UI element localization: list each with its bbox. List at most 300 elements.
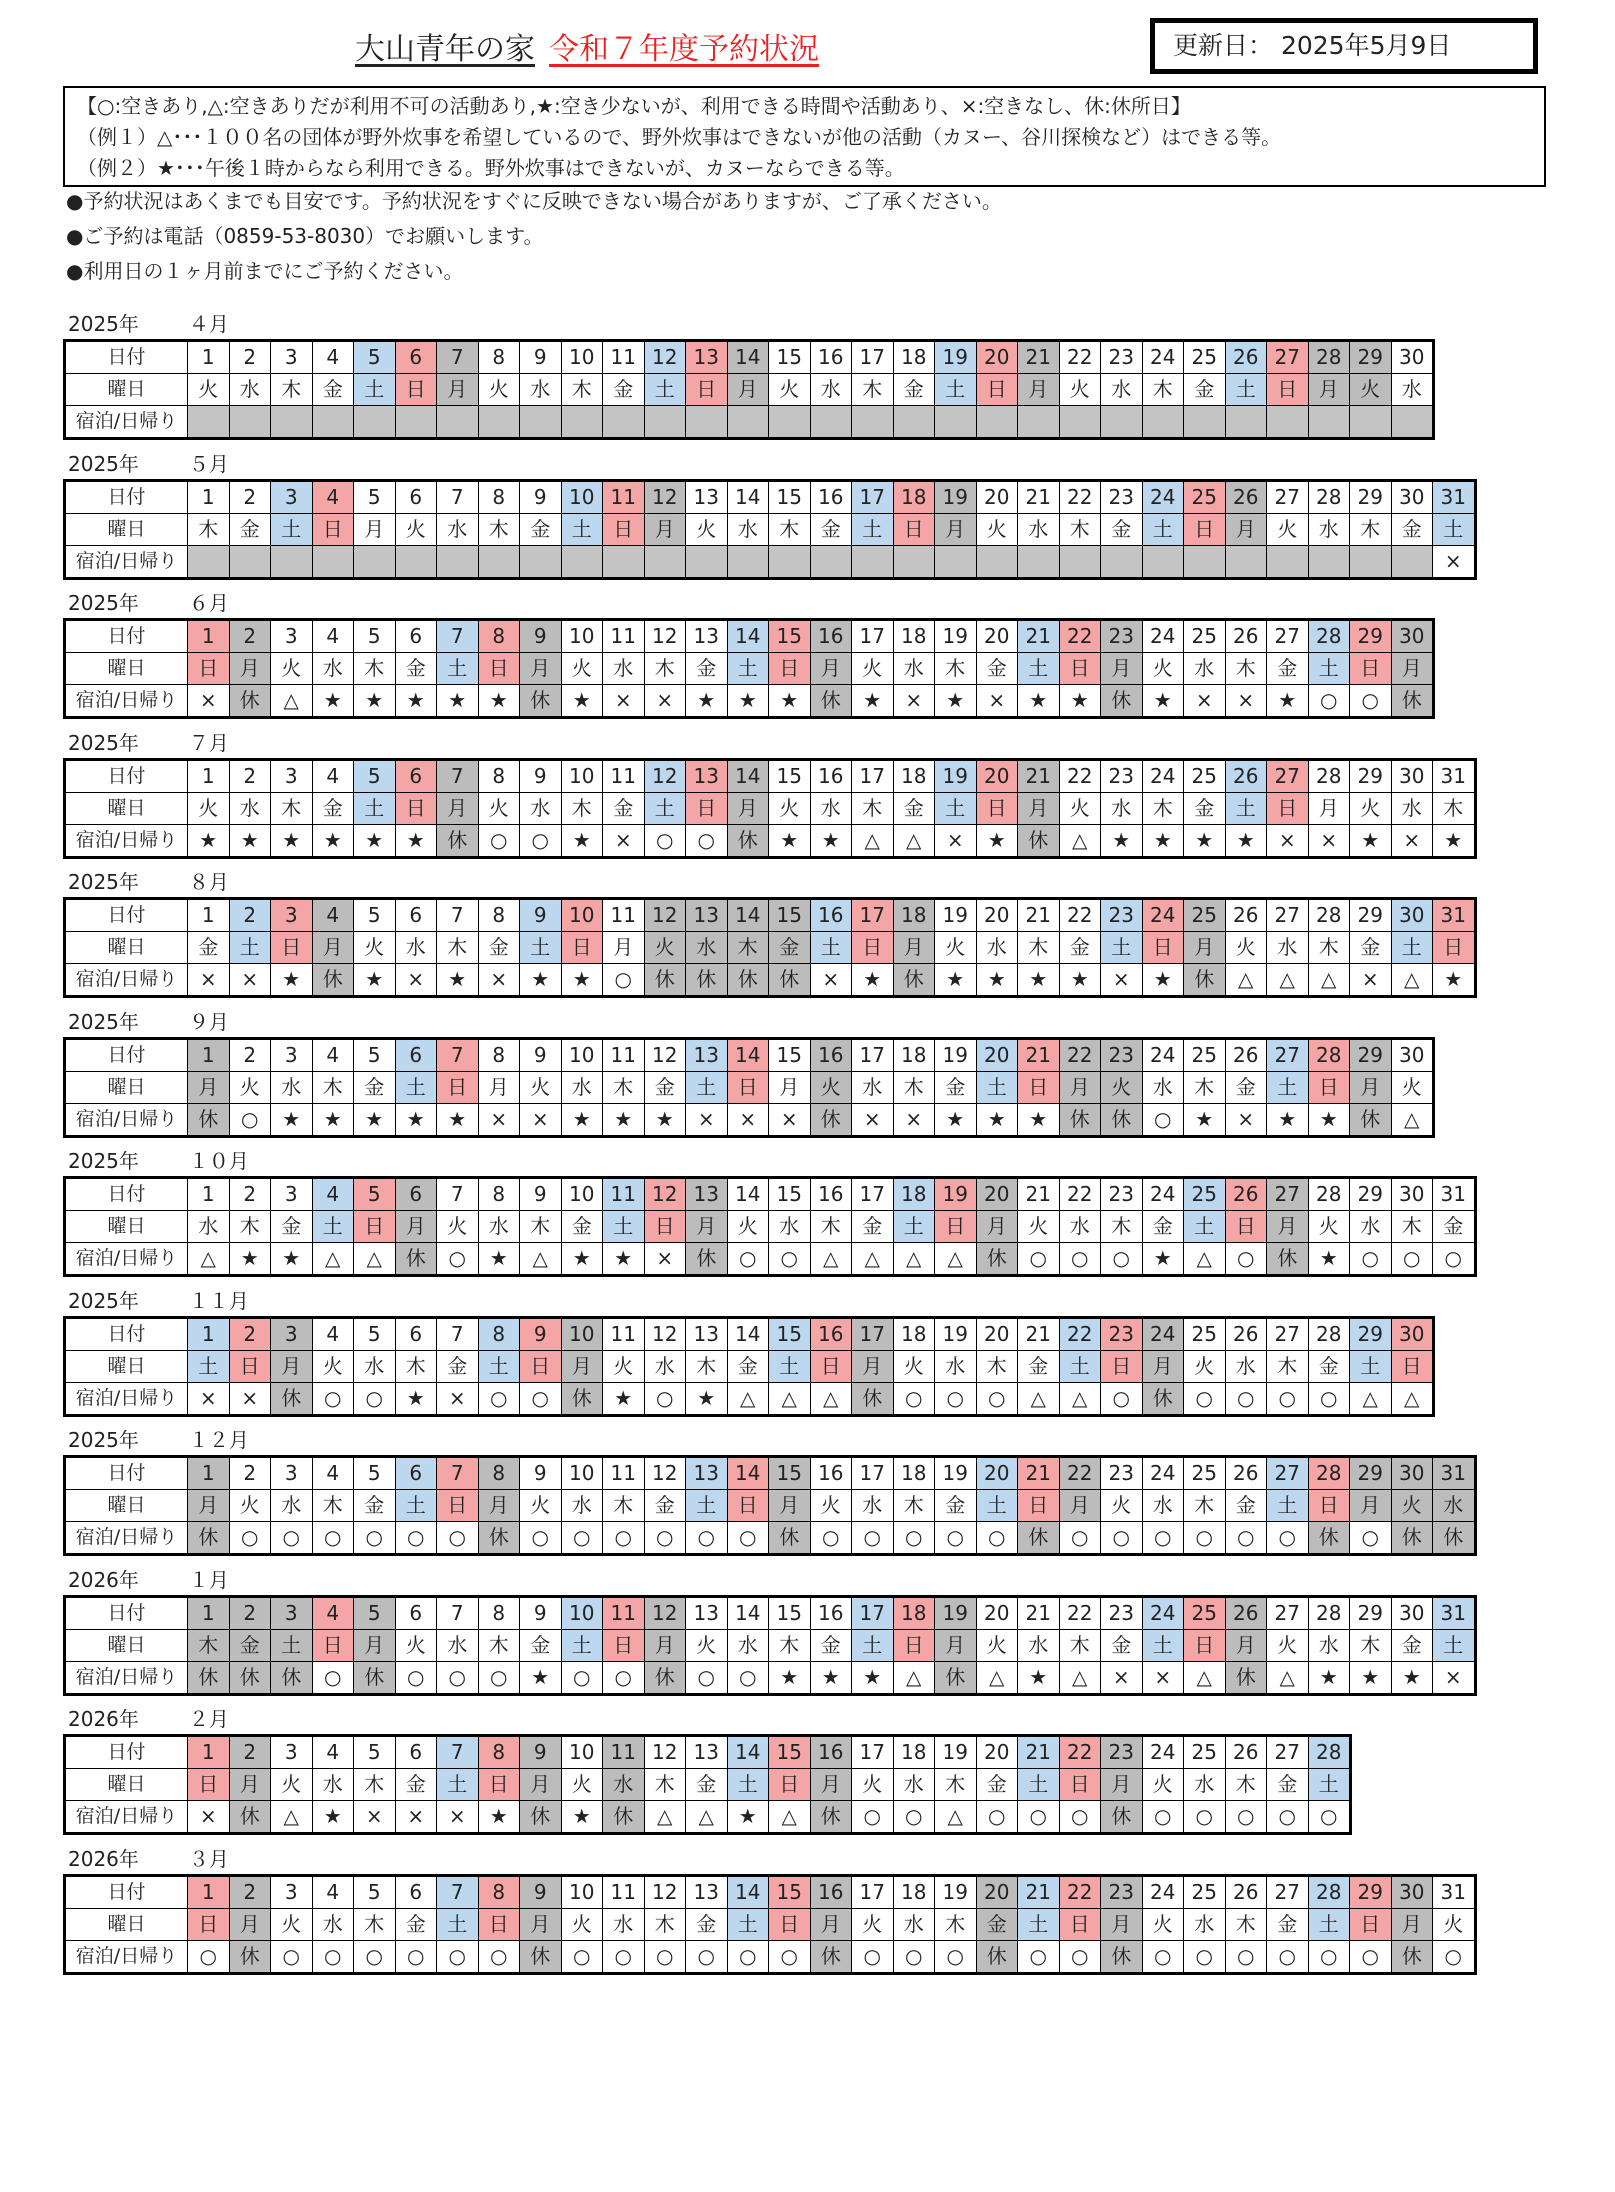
date-cell: 16: [810, 759, 852, 792]
date-cell: 26: [1225, 899, 1267, 932]
date-cell: 20: [976, 1317, 1018, 1350]
weekday-row: [65, 1629, 1476, 1661]
weekday-cell: 日: [229, 1350, 271, 1382]
status-row: [65, 1522, 1476, 1555]
availability-cell: ×: [1267, 824, 1309, 857]
availability-cell: 休: [727, 824, 769, 857]
date-cell: 11: [603, 1038, 645, 1071]
date-cell: 5: [354, 899, 396, 932]
date-cell: 24: [1142, 1457, 1184, 1490]
weekday-cell: 木: [478, 513, 520, 545]
date-cell: 19: [935, 341, 977, 374]
weekday-cell: 土: [1267, 1490, 1309, 1522]
date-cell: 25: [1184, 1596, 1226, 1629]
weekday-cell: 土: [1267, 1071, 1309, 1103]
date-cell: 13: [686, 1875, 728, 1908]
weekday-cell: 火: [1059, 374, 1101, 406]
availability-cell: ○: [1225, 1940, 1267, 1973]
availability-cell: ○: [644, 1522, 686, 1555]
weekday-cell: 木: [1184, 1071, 1226, 1103]
availability-cell: △: [893, 1243, 935, 1276]
availability-cell: 休: [229, 1801, 271, 1834]
availability-cell: [1391, 406, 1434, 439]
weekday-cell: 月: [1059, 1490, 1101, 1522]
date-cell: 28: [1308, 1038, 1350, 1071]
availability-cell: ★: [1267, 685, 1309, 718]
weekday-cell: 土: [271, 513, 313, 545]
weekday-cell: 日: [769, 1908, 811, 1940]
weekday-cell: 土: [354, 374, 396, 406]
weekday-cell: 月: [810, 1908, 852, 1940]
date-cell: 7: [437, 1038, 479, 1071]
date-cell: 24: [1142, 341, 1184, 374]
availability-cell: 休: [810, 1940, 852, 1973]
date-cell: 2: [229, 1317, 271, 1350]
weekday-cell: 日: [603, 1629, 645, 1661]
month-calendar-table: [63, 1874, 1477, 1975]
date-cell: 28: [1308, 1178, 1350, 1211]
weekday-cell: 木: [520, 1211, 562, 1243]
weekday-cell: 金: [1142, 1211, 1184, 1243]
row-label: 曜日: [65, 932, 188, 964]
weekday-cell: 金: [1059, 932, 1101, 964]
availability-cell: ×: [1225, 685, 1267, 718]
availability-cell: ★: [935, 1103, 977, 1136]
availability-cell: △: [1059, 1382, 1101, 1415]
weekday-cell: 月: [1267, 1211, 1309, 1243]
weekday-cell: 日: [312, 1629, 354, 1661]
date-cell: 20: [976, 1457, 1018, 1490]
availability-cell: ★: [1391, 1661, 1433, 1694]
date-cell: 8: [478, 1596, 520, 1629]
availability-cell: ×: [1225, 1103, 1267, 1136]
weekday-cell: 日: [1101, 1350, 1143, 1382]
weekday-cell: 日: [769, 1769, 811, 1801]
availability-cell: △: [1267, 1661, 1309, 1694]
availability-cell: [976, 406, 1018, 439]
date-cell: 14: [727, 341, 769, 374]
availability-cell: ★: [976, 1103, 1018, 1136]
availability-cell: ○: [1184, 1522, 1226, 1555]
month-calendar-table: [63, 339, 1435, 440]
weekday-cell: 木: [935, 1769, 977, 1801]
weekday-cell: 火: [188, 374, 230, 406]
availability-cell: ★: [271, 1103, 313, 1136]
date-cell: 3: [271, 1596, 313, 1629]
date-cell: 27: [1267, 341, 1309, 374]
date-cell: 31: [1433, 1178, 1476, 1211]
weekday-cell: 日: [561, 932, 603, 964]
availability-cell: ○: [1433, 1940, 1476, 1973]
availability-cell: ○: [893, 1940, 935, 1973]
weekday-cell: 月: [769, 1490, 811, 1522]
availability-cell: [686, 406, 728, 439]
date-cell: 5: [354, 759, 396, 792]
availability-cell: ★: [976, 964, 1018, 997]
availability-cell: [1059, 545, 1101, 578]
weekday-cell: 月: [437, 792, 479, 824]
date-cell: 3: [271, 620, 313, 653]
availability-cell: ×: [437, 1801, 479, 1834]
availability-cell: △: [271, 685, 313, 718]
availability-cell: [935, 406, 977, 439]
availability-cell: ★: [1308, 1661, 1350, 1694]
availability-cell: 休: [644, 964, 686, 997]
date-cell: 19: [935, 1875, 977, 1908]
date-cell: 1: [188, 341, 230, 374]
date-cell: 10: [561, 1038, 603, 1071]
availability-cell: ×: [188, 685, 230, 718]
availability-cell: 休: [852, 1382, 894, 1415]
weekday-cell: 水: [644, 1350, 686, 1382]
date-cell: 12: [644, 1317, 686, 1350]
weekday-cell: 日: [1350, 1908, 1392, 1940]
updated-date-box: 更新日： 2025年5月9日: [1150, 18, 1538, 74]
date-cell: 23: [1101, 899, 1143, 932]
availability-cell: [810, 545, 852, 578]
month-label: [68, 730, 229, 756]
month-calendar-table: [63, 618, 1435, 719]
date-cell: 7: [437, 899, 479, 932]
date-cell: 2: [229, 1457, 271, 1490]
date-cell: 19: [935, 1038, 977, 1071]
availability-cell: ○: [1225, 1243, 1267, 1276]
month-label-year: 2025年: [68, 1428, 139, 1452]
date-cell: 10: [561, 1317, 603, 1350]
date-cell: 4: [312, 1875, 354, 1908]
date-cell: 5: [354, 341, 396, 374]
weekday-cell: 金: [644, 1490, 686, 1522]
availability-cell: ○: [893, 1382, 935, 1415]
date-cell: 5: [354, 620, 396, 653]
date-cell: 26: [1225, 1178, 1267, 1211]
weekday-cell: 日: [769, 653, 811, 685]
weekday-cell: 水: [188, 1211, 230, 1243]
row-label: 日付: [65, 759, 188, 792]
weekday-cell: 土: [1018, 1908, 1060, 1940]
weekday-cell: 月: [188, 1071, 230, 1103]
availability-cell: ★: [188, 824, 230, 857]
weekday-cell: 水: [437, 513, 479, 545]
date-cell: 18: [893, 1178, 935, 1211]
availability-cell: 休: [1059, 1103, 1101, 1136]
date-cell: 3: [271, 341, 313, 374]
weekday-cell: 水: [395, 932, 437, 964]
date-cell: 9: [520, 1038, 562, 1071]
weekday-cell: 火: [561, 653, 603, 685]
date-cell: 3: [271, 759, 313, 792]
month-label: [68, 869, 229, 895]
weekday-row: [65, 1071, 1434, 1103]
weekday-cell: 木: [935, 1908, 977, 1940]
availability-cell: ★: [395, 1382, 437, 1415]
date-cell: 18: [893, 1596, 935, 1629]
availability-cell: [893, 545, 935, 578]
availability-cell: [520, 406, 562, 439]
availability-cell: ○: [561, 1940, 603, 1973]
date-cell: 14: [727, 759, 769, 792]
row-label: 宿泊/日帰り: [65, 964, 188, 997]
weekday-cell: 木: [727, 932, 769, 964]
availability-cell: ★: [644, 1103, 686, 1136]
weekday-cell: 水: [520, 374, 562, 406]
weekday-cell: 木: [1059, 1629, 1101, 1661]
availability-cell: ★: [976, 824, 1018, 857]
date-cell: 23: [1101, 1457, 1143, 1490]
availability-cell: ★: [727, 685, 769, 718]
weekday-cell: 日: [1059, 1908, 1101, 1940]
weekday-cell: 水: [229, 374, 271, 406]
weekday-cell: 火: [976, 513, 1018, 545]
weekday-cell: 月: [1391, 1908, 1433, 1940]
date-cell: 6: [395, 1736, 437, 1769]
date-cell: 6: [395, 1178, 437, 1211]
availability-cell: ○: [852, 1522, 894, 1555]
date-cell: 13: [686, 899, 728, 932]
date-cell: 6: [395, 1596, 437, 1629]
row-label: 宿泊/日帰り: [65, 1801, 188, 1834]
weekday-cell: 木: [1225, 1908, 1267, 1940]
date-cell: 30: [1391, 620, 1434, 653]
availability-cell: △: [727, 1382, 769, 1415]
weekday-cell: 金: [312, 792, 354, 824]
row-label: 日付: [65, 620, 188, 653]
date-cell: 2: [229, 1178, 271, 1211]
date-cell: 28: [1308, 620, 1350, 653]
weekday-cell: 水: [478, 1211, 520, 1243]
weekday-cell: 金: [354, 1071, 396, 1103]
weekday-cell: 木: [312, 1071, 354, 1103]
weekday-cell: 水: [354, 1350, 396, 1382]
date-cell: 7: [437, 1178, 479, 1211]
availability-cell: ★: [1308, 1243, 1350, 1276]
weekday-cell: 日: [686, 792, 728, 824]
date-cell: 31: [1433, 899, 1476, 932]
weekday-cell: 金: [395, 1769, 437, 1801]
date-cell: 3: [271, 480, 313, 513]
date-cell: 18: [893, 1038, 935, 1071]
date-cell: 11: [603, 620, 645, 653]
weekday-cell: 月: [478, 1071, 520, 1103]
date-cell: 4: [312, 759, 354, 792]
weekday-cell: 土: [893, 1211, 935, 1243]
date-cell: 9: [520, 759, 562, 792]
weekday-row: [65, 1769, 1351, 1801]
weekday-cell: 水: [769, 1211, 811, 1243]
availability-cell: [354, 406, 396, 439]
weekday-cell: 月: [1059, 1071, 1101, 1103]
month-label-year: 2025年: [68, 451, 139, 476]
date-cell: 5: [354, 480, 396, 513]
month-label: [68, 1846, 229, 1872]
date-cell: 26: [1225, 1317, 1267, 1350]
date-cell: 20: [976, 1875, 1018, 1908]
weekday-cell: 木: [271, 792, 313, 824]
weekday-cell: 日: [1308, 1071, 1350, 1103]
date-cell: 11: [603, 759, 645, 792]
weekday-cell: 水: [229, 792, 271, 824]
date-cell: 29: [1350, 759, 1392, 792]
availability-cell: [1101, 406, 1143, 439]
availability-cell: ○: [188, 1940, 230, 1973]
date-cell: 8: [478, 1736, 520, 1769]
availability-cell: ★: [935, 685, 977, 718]
date-cell: 22: [1059, 899, 1101, 932]
availability-cell: ○: [603, 1522, 645, 1555]
date-cell: 28: [1308, 1875, 1350, 1908]
weekday-cell: 金: [1018, 1350, 1060, 1382]
date-cell: 4: [312, 480, 354, 513]
availability-cell: ×: [935, 824, 977, 857]
availability-cell: 休: [1391, 685, 1434, 718]
month-calendar-table: [63, 1176, 1477, 1277]
month-label-year: 2025年: [68, 730, 139, 755]
date-cell: 14: [727, 1317, 769, 1350]
availability-cell: ○: [437, 1661, 479, 1694]
row-label: 宿泊/日帰り: [65, 545, 188, 578]
date-cell: 8: [478, 620, 520, 653]
weekday-cell: 木: [437, 932, 479, 964]
weekday-cell: 火: [520, 1071, 562, 1103]
month-label: [68, 1567, 229, 1593]
weekday-cell: 土: [437, 1908, 479, 1940]
date-cell: 4: [312, 341, 354, 374]
availability-cell: △: [810, 1382, 852, 1415]
availability-cell: [478, 406, 520, 439]
availability-cell: ★: [229, 824, 271, 857]
availability-cell: [1350, 545, 1392, 578]
availability-cell: ×: [769, 1103, 811, 1136]
availability-cell: △: [976, 1661, 1018, 1694]
date-cell: 28: [1308, 759, 1350, 792]
date-cell: 9: [520, 620, 562, 653]
weekday-cell: 水: [603, 1769, 645, 1801]
weekday-cell: 金: [520, 513, 562, 545]
availability-cell: [603, 545, 645, 578]
month-label-month: １月: [188, 1567, 229, 1592]
date-cell: 6: [395, 1457, 437, 1490]
availability-cell: ★: [1225, 824, 1267, 857]
date-cell: 9: [520, 341, 562, 374]
weekday-cell: 金: [1267, 1769, 1309, 1801]
date-cell: 8: [478, 1038, 520, 1071]
date-cell: 3: [271, 1875, 313, 1908]
date-cell: 10: [561, 480, 603, 513]
month-label-month: ９月: [188, 1009, 229, 1034]
weekday-cell: 土: [686, 1490, 728, 1522]
weekday-cell: 水: [561, 1490, 603, 1522]
availability-cell: ★: [1142, 824, 1184, 857]
weekday-cell: 日: [810, 1350, 852, 1382]
weekday-cell: 金: [229, 1629, 271, 1661]
date-cell: 1: [188, 1038, 230, 1071]
availability-cell: 休: [395, 1243, 437, 1276]
weekday-cell: 木: [603, 1071, 645, 1103]
date-cell: 4: [312, 1038, 354, 1071]
date-cell: 4: [312, 620, 354, 653]
date-cell: 6: [395, 759, 437, 792]
weekday-cell: 日: [1267, 792, 1309, 824]
weekday-cell: 火: [1184, 1350, 1226, 1382]
availability-cell: 休: [810, 1801, 852, 1834]
availability-cell: ○: [1142, 1522, 1184, 1555]
availability-cell: ○: [1018, 1940, 1060, 1973]
availability-cell: [271, 406, 313, 439]
availability-cell: [1225, 545, 1267, 578]
month-label-year: 2025年: [68, 1009, 139, 1034]
date-cell: 20: [976, 899, 1018, 932]
weekday-cell: 土: [395, 1490, 437, 1522]
date-cell: 23: [1101, 341, 1143, 374]
weekday-cell: 金: [1101, 1629, 1143, 1661]
weekday-cell: 金: [1350, 932, 1392, 964]
date-cell: 22: [1059, 1178, 1101, 1211]
weekday-cell: 火: [852, 1908, 894, 1940]
availability-cell: ★: [1142, 964, 1184, 997]
weekday-cell: 火: [1433, 1908, 1476, 1940]
date-cell: 9: [520, 1317, 562, 1350]
date-cell: 17: [852, 341, 894, 374]
availability-cell: ×: [1101, 1661, 1143, 1694]
date-cell: 9: [520, 1736, 562, 1769]
availability-cell: ×: [686, 1103, 728, 1136]
weekday-cell: 火: [188, 792, 230, 824]
availability-cell: ○: [437, 1522, 479, 1555]
date-cell: 11: [603, 1596, 645, 1629]
date-cell: 18: [893, 341, 935, 374]
date-cell: 5: [354, 1875, 396, 1908]
weekday-cell: 木: [935, 653, 977, 685]
weekday-cell: 金: [935, 1490, 977, 1522]
status-row: [65, 545, 1476, 578]
availability-cell: ★: [478, 685, 520, 718]
weekday-cell: 日: [1142, 932, 1184, 964]
row-label: 宿泊/日帰り: [65, 1382, 188, 1415]
weekday-cell: 金: [686, 1769, 728, 1801]
date-cell: 10: [561, 1596, 603, 1629]
weekday-cell: 金: [935, 1071, 977, 1103]
weekday-cell: 土: [1059, 1350, 1101, 1382]
date-cell: 8: [478, 480, 520, 513]
date-cell: 21: [1018, 1038, 1060, 1071]
date-cell: 21: [1018, 480, 1060, 513]
date-cell: 16: [810, 1457, 852, 1490]
weekday-cell: 日: [976, 374, 1018, 406]
date-cell: 16: [810, 1178, 852, 1211]
date-cell: 1: [188, 759, 230, 792]
weekday-cell: 水: [1350, 1211, 1392, 1243]
date-row: [65, 1875, 1476, 1908]
weekday-cell: 土: [810, 932, 852, 964]
date-cell: 30: [1391, 1457, 1433, 1490]
weekday-cell: 日: [727, 1071, 769, 1103]
date-cell: 18: [893, 1736, 935, 1769]
date-cell: 15: [769, 1178, 811, 1211]
date-cell: 27: [1267, 1736, 1309, 1769]
row-label: 曜日: [65, 1490, 188, 1522]
availability-cell: ○: [354, 1522, 396, 1555]
weekday-cell: 月: [1184, 932, 1226, 964]
weekday-cell: 金: [1101, 513, 1143, 545]
weekday-cell: 月: [229, 1769, 271, 1801]
date-cell: 16: [810, 1875, 852, 1908]
availability-cell: ★: [437, 685, 479, 718]
availability-cell: [1225, 406, 1267, 439]
weekday-cell: 月: [603, 932, 645, 964]
availability-cell: 休: [520, 1801, 562, 1834]
availability-cell: △: [1308, 964, 1350, 997]
date-cell: 26: [1225, 480, 1267, 513]
